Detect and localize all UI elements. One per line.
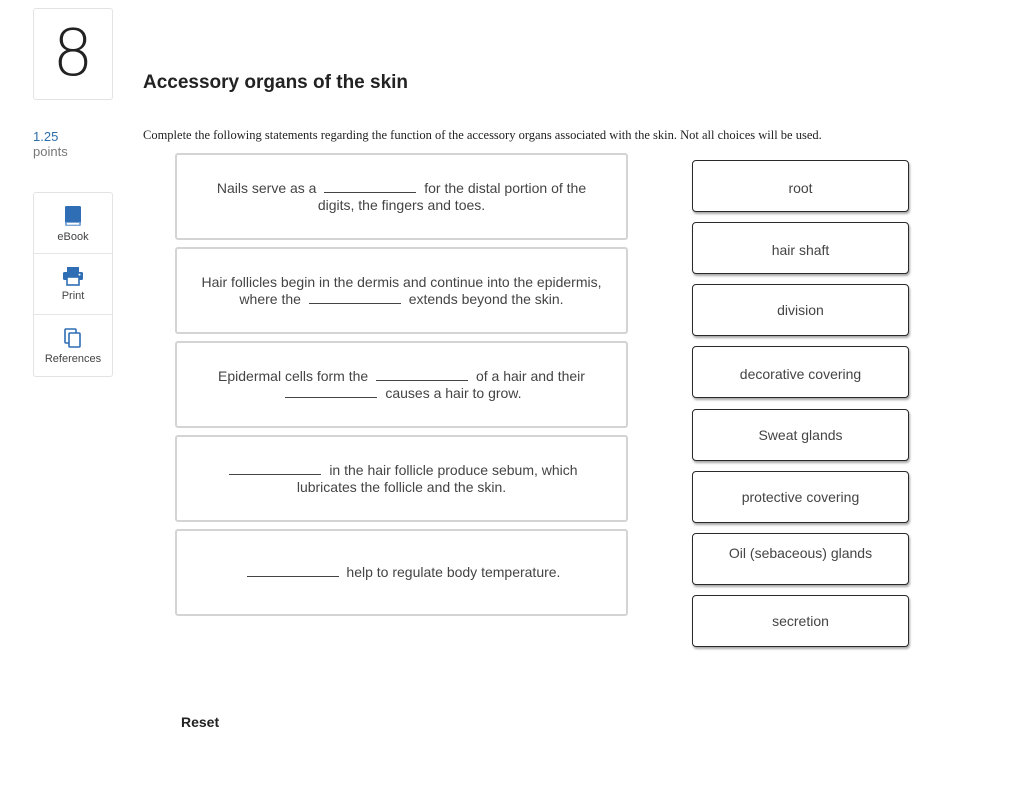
ebook-label: eBook: [57, 231, 89, 243]
reset-button[interactable]: Reset: [181, 714, 220, 730]
statement-text-part: for the distal portion of the digits, the fingers and toes.: [317, 179, 587, 213]
points-value: 1.25: [33, 129, 59, 144]
statement-text-part: in the hair follicle produce sebum, which lubricates the follicle and the skin.: [296, 461, 578, 495]
statement-box[interactable]: [175, 247, 628, 334]
answer-blank[interactable]: [376, 370, 468, 381]
copy-icon: [63, 327, 83, 349]
choice-sweat-glands[interactable]: Sweat glands: [692, 409, 909, 461]
statement-box[interactable]: [175, 529, 628, 616]
statement-box[interactable]: [175, 435, 628, 522]
statement-text-part: help to regulate body temperature.: [346, 564, 561, 580]
answer-blank[interactable]: [247, 566, 339, 577]
print-label: Print: [61, 290, 85, 302]
statement-box[interactable]: [175, 153, 628, 240]
statement-text-part: Hair follicles begin in the dermis and continue into the epidermis, where the: [201, 273, 602, 307]
instructions: Complete the following statements regarding the function of the accessory organs associated with the skin. Not all choices will be used.: [143, 128, 822, 142]
question-number: 8: [33, 8, 113, 100]
choice-oil-glands[interactable]: Oil (sebaceous) glands: [692, 533, 909, 585]
statement-text-part: Epidermal cells form the: [218, 367, 369, 384]
choice-secretion[interactable]: secretion: [692, 595, 909, 647]
statement-text-part: causes a hair to grow.: [385, 384, 522, 401]
statement-text: [243, 564, 561, 581]
choice-decorative-covering[interactable]: decorative covering: [692, 346, 909, 398]
ebook-button[interactable]: [34, 193, 112, 254]
page-title: Accessory organs of the skin: [143, 72, 409, 93]
answer-blank[interactable]: [309, 293, 401, 304]
references-button[interactable]: [34, 315, 112, 376]
points-label: points: [33, 144, 68, 159]
book-icon: [63, 205, 83, 227]
statement-text-part: of a hair and their: [475, 367, 585, 384]
statement-text-part: extends beyond the skin.: [408, 290, 564, 307]
choice-root[interactable]: root: [692, 160, 909, 212]
points-block: [33, 129, 68, 159]
statement-text: [197, 462, 606, 496]
answer-blank[interactable]: [285, 387, 377, 398]
choice-protective-covering[interactable]: protective covering: [692, 471, 909, 523]
answer-blank[interactable]: [324, 182, 416, 193]
printer-icon: [62, 266, 84, 286]
statement-text: [197, 368, 606, 402]
statement-box[interactable]: [175, 341, 628, 428]
statement-text-part: Nails serve as a: [216, 179, 317, 196]
tools-panel: [33, 192, 113, 377]
print-button[interactable]: [34, 254, 112, 315]
references-label: References: [44, 353, 102, 365]
answer-blank[interactable]: [229, 464, 321, 475]
statement-text: [197, 180, 606, 214]
choice-division[interactable]: division: [692, 284, 909, 336]
choice-hair-shaft[interactable]: hair shaft: [692, 222, 909, 274]
statement-text: [197, 274, 606, 308]
